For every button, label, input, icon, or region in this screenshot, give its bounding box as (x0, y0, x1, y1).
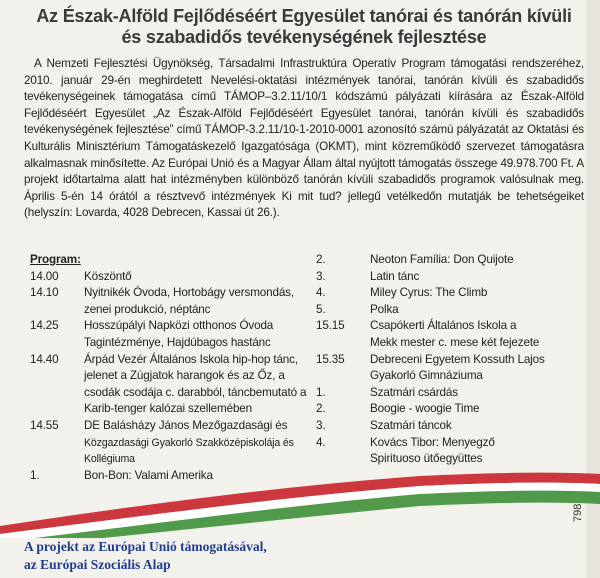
page-number: 798 (572, 503, 584, 522)
program-item (316, 252, 586, 269)
program-item-description (370, 285, 586, 302)
program-item-description (370, 352, 586, 385)
program-item (30, 352, 315, 418)
program-item-line: Mekk mester c. mese két fejezete (370, 335, 540, 349)
program-item-line: Karib-tenger kalózai szellemében (84, 402, 253, 416)
program-item (316, 451, 586, 468)
footer-line-2: az Európai Szociális Alap (24, 557, 171, 572)
program-item-line: Közgazdasági Gyakorló Szakközépiskolája és Kollégiuma (84, 436, 294, 466)
hungarian-flag-stripes (0, 468, 600, 538)
program-item-description (370, 318, 586, 351)
program-item (30, 318, 315, 351)
program-item-description (84, 318, 315, 351)
program-item-line: DE Balásházy János Mezőgazdasági és (84, 418, 288, 432)
program-item (316, 352, 586, 385)
program-item-time: 1. (316, 385, 326, 399)
program-item-time: 15.35 (316, 352, 345, 366)
program-item-description (84, 418, 315, 468)
program-item-line: Kovács Tibor: Menyegző (370, 435, 495, 449)
program-item-line: Debreceni Egyetem Kossuth Lajos (370, 352, 545, 366)
program-item (30, 285, 315, 318)
program-item (30, 269, 315, 286)
program-item-line: Csapókerti Általános Iskola a (370, 319, 517, 333)
program-item (316, 318, 586, 351)
title-line-1: Az Észak-Alföld Fejlődéséért Egyesület tanórai és tanórán kívüli (36, 6, 572, 26)
program-item-line: Gyakorló Gimnáziuma (370, 369, 483, 383)
program-item-time: 2. (316, 253, 326, 266)
program-item-description (370, 302, 586, 319)
program-item-line: Spirituoso ütőegyüttes (370, 452, 483, 466)
program-item-time: 3. (316, 418, 326, 432)
program-item (316, 302, 586, 319)
program-item-description (370, 401, 586, 418)
program-item-line: Szatmári csárdás (370, 385, 458, 399)
program-item-time: 14.40 (30, 352, 59, 366)
article-title (24, 6, 584, 48)
program-item-line: zenei produkció, néptánc (84, 302, 211, 316)
program-item-time: 14.10 (30, 286, 59, 300)
footer-caption (24, 538, 267, 574)
program-item-time: 15.15 (316, 319, 345, 333)
program-item-description (370, 269, 586, 286)
program-item-time: 1. (30, 468, 40, 482)
program-item-line: Árpád Vezér Általános Iskola hip-hop tánc, (84, 352, 298, 366)
program-column-left (30, 252, 315, 484)
program-item (316, 418, 586, 435)
program-item-line: jelenet a Zúgjatok harangok és az Őz, a (84, 369, 285, 383)
program-item-line: csodák csodája c. darabból, táncbemutató a (84, 385, 307, 399)
program-item-time: 14.55 (30, 418, 59, 432)
program-item-time: 14.25 (30, 319, 59, 333)
article (24, 6, 584, 526)
program-item-line: Polka (370, 302, 399, 316)
program-item (30, 418, 315, 468)
program-item-line: Nyitnikék Óvoda, Hortobágy versmondás, (84, 286, 294, 300)
program-item-description (84, 269, 315, 286)
program-item (316, 401, 586, 418)
program-item-description (84, 352, 315, 418)
program-item (316, 385, 586, 402)
program-item-description (84, 285, 315, 318)
program-item (316, 435, 586, 452)
program-item-time (316, 451, 370, 468)
program-item-description (370, 385, 586, 402)
program-item-line: Hosszúpályi Napközi otthonos Óvoda (84, 319, 274, 333)
program-item-line: Miley Cyrus: The Climb (370, 286, 488, 300)
program-item-line: Neoton Família: Don Quijote (370, 253, 514, 266)
program-column-right (316, 252, 586, 468)
program-item-line: Szatmári táncok (370, 418, 452, 432)
program-item (316, 269, 586, 286)
program-item-time: 5. (316, 302, 326, 316)
program-heading: Program: (30, 253, 81, 266)
program-item-line: Boogie - woogie Time (370, 402, 480, 416)
program-item-time: 2. (316, 402, 326, 416)
article-intro: A Nemzeti Fejlesztési Ügynökség, Társadalmi Infrastruktúra Operatív Program támogatási rendszeréhez, 2010. január 29-én meghirdetett Nevelési-oktatási intézmények tanórai, tanórán kívüli és szabadidős tevékenységeinek támogatása című TÁMOP–3.2.11/10/1 kódszámú pályázati kiírására az Észak-Alföld Fejlődéséért Egyesület „Az Észak-Alföld Fejlődéséért Egyesület tanórai, tanórán kívüli és szabadidős tevékenységének fejlesztése” című TÁMOP-3.2.11/10-1-2010-0001 azonosító számú pályázatát az Oktatási és Kulturális Minisztérium Támogatáskezelő Igazgatósága (OKMT), mint közreműködő szervezet támogatásra alkalmasnak minősítette. Az Európai Unió és a Magyar Állam által nyújtott támogatás összege 49.978.700 Ft. A projekt időtartalma alatt hat intézményben különböző tanórán kívüli szabadidős programok valósulnak meg. Április 5-én 14 órától a résztvevő intézmények Ki mit tud? jellegű vetélkedőn mutatják be tehetségeiket (helyszín: Lovarda, 4028 Debrecen, Kassai út 26.). (24, 57, 584, 220)
program-item-line: Bon-Bon: Valami Amerika (84, 468, 213, 482)
program-item-line: Latin tánc (370, 269, 420, 283)
program-item-line: Köszöntő (84, 269, 132, 283)
program-item-time: 3. (316, 269, 326, 283)
program-item-description (370, 252, 586, 269)
program-item (316, 285, 586, 302)
program-item-description (370, 418, 586, 435)
title-line-2: és szabadidős tevékenységének fejlesztése (121, 27, 487, 47)
program-item-line: Tagintézménye, Hajdúbagos hastánc (84, 335, 271, 349)
program-item-description (370, 451, 586, 468)
program-item-time: 14.00 (30, 269, 59, 283)
footer-line-1: A projekt az Európai Unió támogatásával, (24, 539, 267, 554)
program-item-description (370, 435, 586, 452)
program-item-time: 4. (316, 286, 326, 300)
program-item-time: 4. (316, 435, 326, 449)
